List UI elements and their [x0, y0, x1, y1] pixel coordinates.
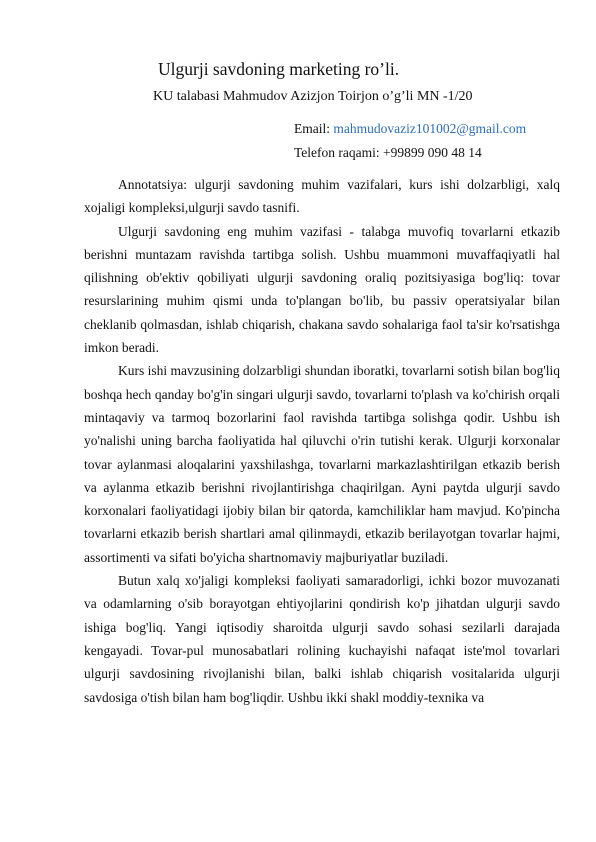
body-paragraph: Butun xalq xo'jaligi kompleksi faoliyati samaradorligi, ichki bozor muvozanati va odamlarning o'sib borayotgan ehtiyojlarini qondirish ko'p jihatdan ulgurji savdo ishiga bog'liq. Yangi iqtisodiy sharoitda ulgurji savdo sohasi sezilarli darajada kengayadi. Tovar-pul munosabatlari rolining kuchayishi nafaqat iste'mol tovarlari ulgurji savdosining rivojlanishi bilan, balki ishlab chiqarish vositalarida ulgurji savdosiga o'tish bilan ham bog'liqdir. Ushbu ikki shakl moddiy-texnika va [84, 573, 560, 705]
email-label: Email: [294, 121, 334, 136]
author-line: KU talabasi Mahmudov Azizjon Toirjon o’g’li MN -1/20 [153, 89, 473, 104]
phone-line: Telefon raqami: +99899 090 48 14 [294, 145, 482, 160]
document-body [84, 173, 560, 709]
email-link[interactable]: mahmudovaziz101002@gmail.com [333, 121, 527, 136]
body-paragraph: Kurs ishi mavzusining dolzarbligi shundan iboratki, tovarlarni sotish bilan bog'liq boshqa hech qanday bo'g'in singari ulgurji savdo, tovarlarni to'plash va ko'chirish orqali mintaqaviy va tarmoq bozorlarini faol ravishda tartibga solishga qodir. Ushbu ish yo'nalishi uning barcha faoliyatida hal qiluvchi o'rin tutishi kerak. Ulgurji korxonalar tovar aylanmasi aloqalarini yaxshilashga, tovarlarni markazlashtirilgan etkazib berish va aylanma etkazib berishni rivojlantirishga chaqirilgan. Ayni paytda ulgurji savdo korxonalari faoliyatidagi ijobiy bilan bir qatorda, kamchiliklar ham mavjud. Ko'pincha tovarlarni etkazib berish shartlari amal qilinmaydi, etkazib berilayotgan tovarlar hajmi, assortimenti va sifati bo'yicha shartnomaviy majburiyatlar buziladi. [84, 363, 560, 565]
body-paragraph: Ulgurji savdoning eng muhim vazifasi - talabga muvofiq tovarlarni etkazib berishni muntazam ravishda tartibga solish. Ushbu muammoni muvaffaqiyatli hal qilishning ob'ektiv qobiliyati ulgurji savdoning oraliq pozitsiyasiga bog'liq: tovar resurslarining muhim qismi unda to'plangan bo'lib, bu passiv operatsiyalar bilan cheklanib qolmasdan, ishlab chiqarish, chakana savdo sohalariga faol ta'sir ko'rsatishga imkon beradi. [84, 223, 560, 356]
abstract-paragraph: Annotatsiya: ulgurji savdoning muhim vazifalari, kurs ishi dolzarbligi, xalq xojaligi kompleksi,ulgurji savdo tasnifi. [84, 177, 560, 216]
document-title: Ulgurji savdoning marketing ro’li. [158, 59, 400, 79]
email-line [294, 121, 526, 137]
